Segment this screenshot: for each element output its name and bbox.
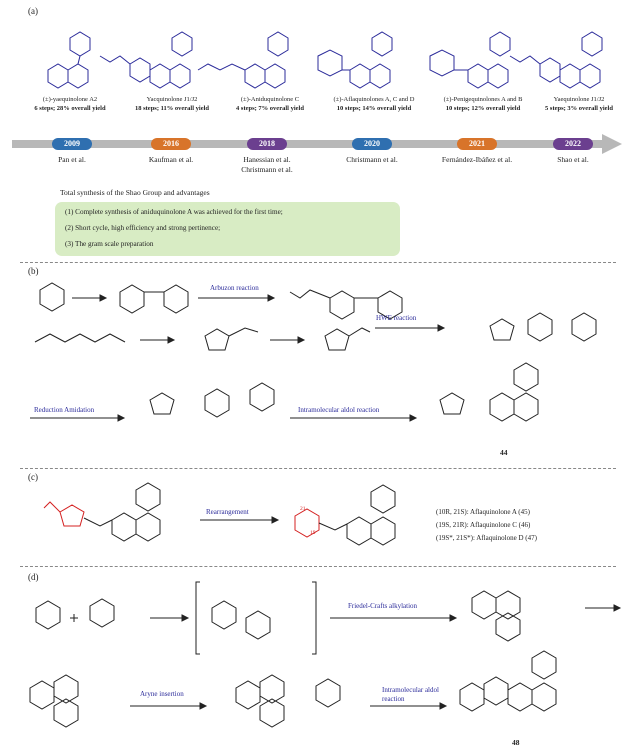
divider-cd <box>20 566 616 567</box>
compound-44-label: 44 <box>500 448 508 457</box>
advantages-box <box>55 202 400 256</box>
author-2020: Christmann et al. <box>346 155 398 164</box>
year-badge-2020: 2020 <box>352 138 392 150</box>
year-badge-2016: 2016 <box>151 138 191 150</box>
compound-caption-4 <box>315 96 433 114</box>
author-2021: Fernández-Ibáñez et al. <box>441 155 513 164</box>
compound-stats: 5 steps; 3% overall yield <box>545 104 613 112</box>
year-badge-2009: 2009 <box>52 138 92 150</box>
reaction-aryne-insertion: Aryne insertion <box>140 690 184 698</box>
advantage-1: (1) Complete synthesis of aniduquinolone A was achieved for the first time; <box>65 208 283 216</box>
numbering-19: 19 <box>310 530 316 536</box>
compound-caption-2 <box>118 96 226 114</box>
advantage-3: (3) The gram scale preparation <box>65 240 154 248</box>
compound-stats: 18 steps; 11% overall yield <box>134 104 210 112</box>
panel-d-scheme <box>0 578 632 753</box>
reaction-rearrangement: Rearrangement <box>206 508 249 516</box>
compound-name: (±)-yaequinolone A2 <box>42 96 98 103</box>
product-46: (19S, 21R): Aflaquinolone C (46) <box>436 521 531 529</box>
product-45: (10R, 21S): Aflaquinolone A (45) <box>436 508 530 516</box>
divider-ab <box>20 262 616 263</box>
summary-title: Total synthesis of the Shao Group and advantages <box>60 188 210 197</box>
compound-name: (±)-Aflaquinolones A, C and D <box>333 96 415 103</box>
compound-stats: 10 steps; 12% overall yield <box>445 104 521 112</box>
divider-bc <box>20 468 616 469</box>
compound-name: (±)-Penigequinolones A and B <box>443 96 523 103</box>
compound-caption-6 <box>528 96 630 114</box>
reaction-aldol-b: Intramolecular aldol reaction <box>298 406 380 414</box>
reaction-friedel-crafts: Friedel-Crafts alkylation <box>348 602 418 610</box>
compound-caption-3 <box>220 96 320 114</box>
panel-b-scheme <box>0 270 632 465</box>
panel-label-a: (a) <box>28 6 38 16</box>
compound-stats: 4 steps; 7% overall yield <box>236 104 304 112</box>
product-47: (19S*, 21S*): Aflaquinolone D (47) <box>436 534 537 542</box>
year-badge-2018: 2018 <box>247 138 287 150</box>
compound-name: (±)-Aniduquinolone C <box>240 96 300 103</box>
author-2016: Kaufman et al. <box>148 155 194 164</box>
panel-c-scheme <box>0 478 632 563</box>
reaction-reduction-amidation: Reduction Amidation <box>34 406 95 414</box>
reaction-aldol-d: Intramolecular aldol reaction <box>382 686 439 704</box>
panel-a-structures <box>0 20 632 100</box>
compound-caption-1 <box>16 96 124 114</box>
compound-name: Yacquinolone J1/J2 <box>146 96 198 103</box>
author-2018: Hanessian et al. Christmann et al. <box>241 155 293 174</box>
reaction-arbuzon: Arbuzon reaction <box>210 284 259 292</box>
reaction-hwe: HWE reaction <box>376 314 417 322</box>
year-badge-2021: 2021 <box>457 138 497 150</box>
numbering-21: 21 <box>300 506 306 512</box>
year-badge-2022: 2022 <box>553 138 593 150</box>
panel-label-d: (d) <box>28 572 39 582</box>
compound-name: Yaequinolone J1/J2 <box>553 96 605 103</box>
compound-caption-5 <box>428 96 538 114</box>
author-2022: Shao et al. <box>557 155 589 164</box>
panel-label-b: (b) <box>28 266 39 276</box>
author-2009: Pan et al. <box>58 155 86 164</box>
advantage-2: (2) Short cycle, high efficiency and strong pertinence; <box>65 224 221 232</box>
compound-stats: 10 steps; 14% overall yield <box>336 104 412 112</box>
compound-stats: 6 steps; 28% overall yield <box>34 104 106 112</box>
compound-48-label: 48 <box>512 738 520 747</box>
panel-label-c: (c) <box>28 472 38 482</box>
